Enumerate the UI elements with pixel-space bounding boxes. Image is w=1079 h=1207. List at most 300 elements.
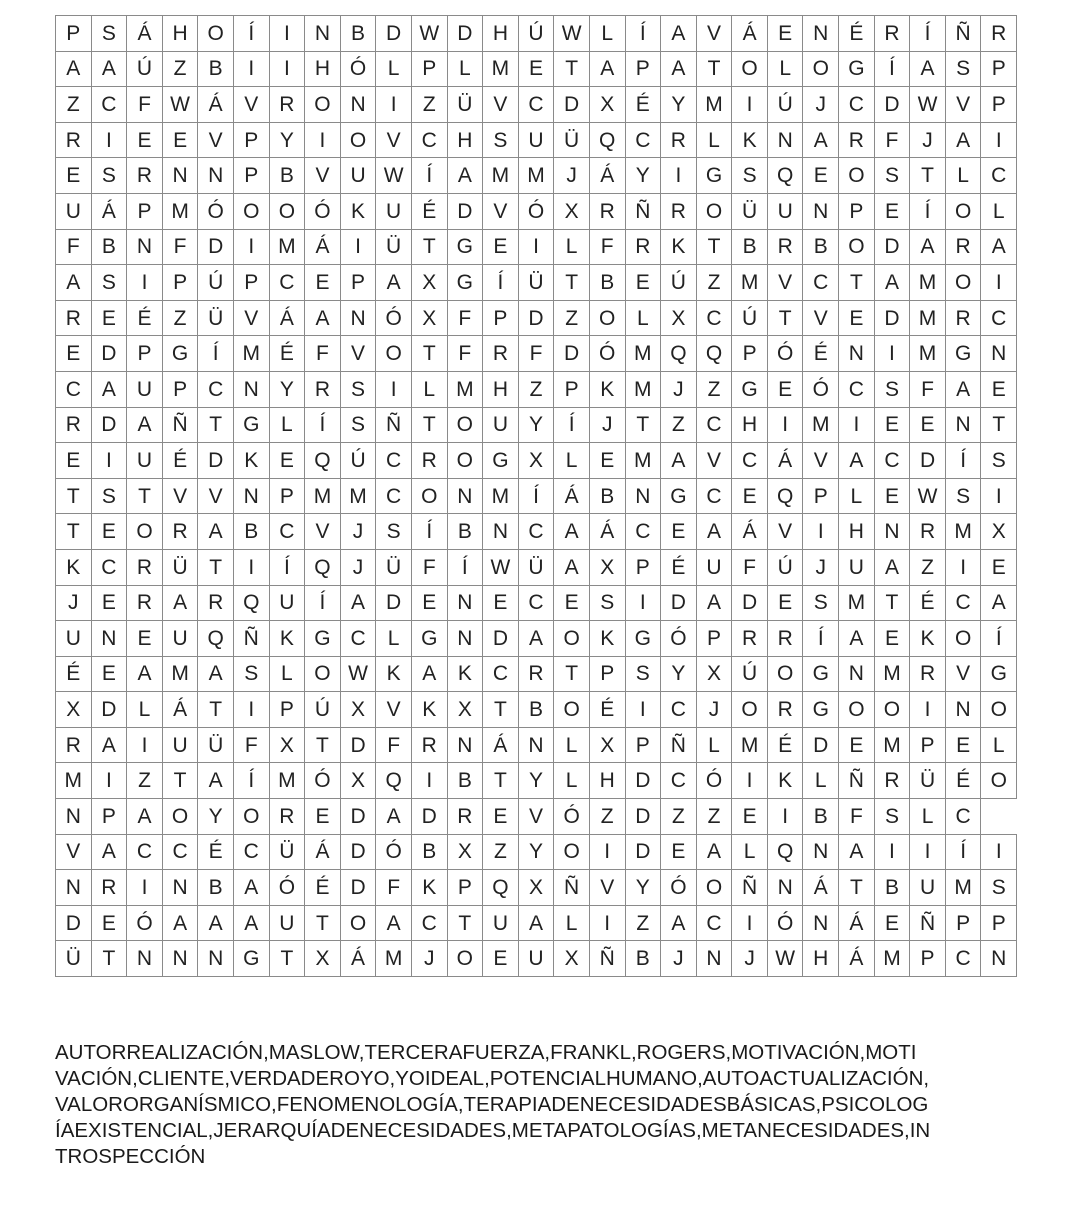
grid-cell[interactable]: P: [127, 336, 163, 372]
grid-cell[interactable]: D: [340, 834, 376, 870]
grid-cell[interactable]: L: [981, 193, 1017, 229]
grid-cell[interactable]: T: [625, 407, 661, 443]
grid-cell[interactable]: Á: [305, 229, 341, 265]
grid-cell[interactable]: O: [340, 905, 376, 941]
grid-cell[interactable]: G: [981, 656, 1017, 692]
grid-cell[interactable]: M: [910, 300, 946, 336]
grid-cell[interactable]: A: [56, 51, 92, 87]
grid-cell[interactable]: A: [696, 834, 732, 870]
grid-cell[interactable]: L: [803, 763, 839, 799]
grid-cell[interactable]: H: [162, 16, 198, 52]
grid-cell[interactable]: I: [589, 834, 625, 870]
grid-cell[interactable]: S: [91, 478, 127, 514]
grid-cell[interactable]: L: [696, 727, 732, 763]
grid-cell[interactable]: W: [767, 941, 803, 977]
grid-cell[interactable]: J: [589, 407, 625, 443]
grid-cell[interactable]: C: [803, 265, 839, 301]
grid-cell[interactable]: Q: [767, 478, 803, 514]
grid-cell[interactable]: Ó: [127, 905, 163, 941]
grid-cell[interactable]: Ñ: [589, 941, 625, 977]
grid-cell[interactable]: M: [305, 478, 341, 514]
grid-cell[interactable]: E: [162, 122, 198, 158]
grid-cell[interactable]: N: [91, 621, 127, 657]
grid-cell[interactable]: Ñ: [839, 763, 875, 799]
grid-cell[interactable]: É: [803, 336, 839, 372]
grid-cell[interactable]: O: [839, 692, 875, 728]
grid-cell[interactable]: V: [518, 799, 554, 835]
grid-cell[interactable]: E: [269, 443, 305, 479]
grid-cell[interactable]: T: [162, 763, 198, 799]
grid-cell[interactable]: H: [732, 407, 768, 443]
grid-cell[interactable]: T: [554, 656, 590, 692]
grid-cell[interactable]: A: [910, 51, 946, 87]
grid-cell[interactable]: D: [910, 443, 946, 479]
grid-cell[interactable]: A: [91, 371, 127, 407]
grid-cell[interactable]: J: [554, 158, 590, 194]
grid-cell[interactable]: I: [269, 51, 305, 87]
grid-cell[interactable]: O: [554, 621, 590, 657]
grid-cell[interactable]: W: [910, 478, 946, 514]
grid-cell[interactable]: R: [767, 621, 803, 657]
grid-cell[interactable]: N: [945, 692, 981, 728]
grid-cell[interactable]: I: [127, 265, 163, 301]
grid-cell[interactable]: Ü: [732, 193, 768, 229]
grid-cell[interactable]: L: [269, 407, 305, 443]
grid-cell[interactable]: M: [447, 371, 483, 407]
grid-cell[interactable]: T: [91, 941, 127, 977]
grid-cell[interactable]: L: [554, 727, 590, 763]
grid-cell[interactable]: B: [803, 229, 839, 265]
grid-cell[interactable]: C: [518, 514, 554, 550]
grid-cell[interactable]: E: [127, 621, 163, 657]
grid-cell[interactable]: O: [839, 229, 875, 265]
grid-cell[interactable]: N: [981, 941, 1017, 977]
grid-cell[interactable]: O: [376, 336, 412, 372]
grid-cell[interactable]: I: [376, 87, 412, 123]
grid-cell[interactable]: E: [91, 585, 127, 621]
grid-cell[interactable]: P: [233, 265, 269, 301]
grid-cell[interactable]: B: [411, 834, 447, 870]
grid-cell[interactable]: B: [340, 16, 376, 52]
grid-cell[interactable]: Q: [696, 336, 732, 372]
grid-cell[interactable]: D: [91, 336, 127, 372]
grid-cell[interactable]: R: [767, 229, 803, 265]
grid-cell[interactable]: D: [56, 905, 92, 941]
grid-cell[interactable]: I: [981, 834, 1017, 870]
grid-cell[interactable]: G: [233, 407, 269, 443]
grid-cell[interactable]: Ñ: [732, 870, 768, 906]
grid-cell[interactable]: O: [874, 692, 910, 728]
grid-cell[interactable]: C: [981, 158, 1017, 194]
grid-cell[interactable]: I: [589, 905, 625, 941]
grid-cell[interactable]: É: [411, 193, 447, 229]
grid-cell[interactable]: O: [340, 122, 376, 158]
grid-cell[interactable]: P: [269, 478, 305, 514]
grid-cell[interactable]: Q: [305, 549, 341, 585]
grid-cell[interactable]: O: [233, 799, 269, 835]
grid-cell[interactable]: É: [589, 692, 625, 728]
grid-cell[interactable]: U: [696, 549, 732, 585]
grid-cell[interactable]: Ó: [661, 870, 697, 906]
grid-cell[interactable]: A: [910, 229, 946, 265]
grid-cell[interactable]: N: [233, 371, 269, 407]
grid-cell[interactable]: Ú: [732, 656, 768, 692]
grid-cell[interactable]: J: [732, 941, 768, 977]
grid-cell[interactable]: P: [162, 265, 198, 301]
grid-cell[interactable]: J: [340, 549, 376, 585]
grid-cell[interactable]: I: [981, 265, 1017, 301]
grid-cell[interactable]: U: [518, 122, 554, 158]
grid-cell[interactable]: I: [127, 727, 163, 763]
grid-cell[interactable]: J: [56, 585, 92, 621]
grid-cell[interactable]: M: [910, 265, 946, 301]
grid-cell[interactable]: N: [162, 941, 198, 977]
grid-cell[interactable]: A: [233, 905, 269, 941]
grid-cell[interactable]: X: [56, 692, 92, 728]
grid-cell[interactable]: C: [269, 514, 305, 550]
grid-cell[interactable]: N: [447, 585, 483, 621]
grid-cell[interactable]: X: [981, 514, 1017, 550]
grid-cell[interactable]: P: [269, 692, 305, 728]
grid-cell[interactable]: G: [625, 621, 661, 657]
grid-cell[interactable]: U: [518, 941, 554, 977]
grid-cell[interactable]: T: [269, 941, 305, 977]
grid-cell[interactable]: M: [874, 727, 910, 763]
grid-cell[interactable]: I: [732, 763, 768, 799]
grid-cell[interactable]: A: [554, 514, 590, 550]
grid-cell[interactable]: C: [661, 763, 697, 799]
grid-cell[interactable]: N: [447, 621, 483, 657]
grid-cell[interactable]: Ñ: [376, 407, 412, 443]
grid-cell[interactable]: Z: [910, 549, 946, 585]
grid-cell[interactable]: E: [732, 799, 768, 835]
grid-cell[interactable]: X: [340, 763, 376, 799]
grid-cell[interactable]: I: [625, 585, 661, 621]
grid-cell[interactable]: R: [198, 585, 234, 621]
grid-cell[interactable]: T: [198, 692, 234, 728]
grid-cell[interactable]: Í: [625, 16, 661, 52]
grid-cell[interactable]: C: [91, 549, 127, 585]
grid-cell[interactable]: U: [127, 443, 163, 479]
grid-cell[interactable]: P: [625, 51, 661, 87]
grid-cell[interactable]: P: [91, 799, 127, 835]
grid-cell[interactable]: M: [269, 229, 305, 265]
grid-cell[interactable]: S: [874, 371, 910, 407]
grid-cell[interactable]: L: [554, 443, 590, 479]
grid-cell[interactable]: X: [696, 656, 732, 692]
grid-cell[interactable]: A: [340, 585, 376, 621]
grid-cell[interactable]: R: [411, 443, 447, 479]
grid-cell[interactable]: M: [162, 656, 198, 692]
grid-cell[interactable]: C: [839, 87, 875, 123]
grid-cell[interactable]: J: [340, 514, 376, 550]
grid-cell[interactable]: S: [340, 407, 376, 443]
grid-cell[interactable]: A: [661, 16, 697, 52]
grid-cell[interactable]: R: [589, 193, 625, 229]
grid-cell[interactable]: K: [589, 371, 625, 407]
grid-cell[interactable]: O: [981, 763, 1017, 799]
grid-cell[interactable]: Á: [162, 692, 198, 728]
grid-cell[interactable]: V: [233, 300, 269, 336]
grid-cell[interactable]: I: [661, 158, 697, 194]
grid-cell[interactable]: I: [376, 371, 412, 407]
grid-cell[interactable]: P: [910, 941, 946, 977]
grid-cell[interactable]: M: [518, 158, 554, 194]
grid-cell[interactable]: F: [589, 229, 625, 265]
grid-cell[interactable]: Í: [554, 407, 590, 443]
grid-cell[interactable]: L: [767, 51, 803, 87]
grid-cell[interactable]: H: [483, 16, 519, 52]
grid-cell[interactable]: O: [269, 193, 305, 229]
grid-cell[interactable]: R: [305, 371, 341, 407]
grid-cell[interactable]: N: [803, 16, 839, 52]
grid-cell[interactable]: R: [56, 407, 92, 443]
grid-cell[interactable]: I: [340, 229, 376, 265]
grid-cell[interactable]: G: [803, 692, 839, 728]
grid-cell[interactable]: E: [839, 727, 875, 763]
grid-cell[interactable]: P: [589, 656, 625, 692]
grid-cell[interactable]: O: [305, 656, 341, 692]
grid-cell[interactable]: Ü: [198, 300, 234, 336]
grid-cell[interactable]: V: [945, 656, 981, 692]
grid-cell[interactable]: A: [233, 870, 269, 906]
grid-cell[interactable]: V: [589, 870, 625, 906]
grid-cell[interactable]: V: [803, 443, 839, 479]
grid-cell[interactable]: N: [162, 870, 198, 906]
grid-cell[interactable]: I: [767, 799, 803, 835]
grid-cell[interactable]: E: [127, 122, 163, 158]
grid-cell[interactable]: Ó: [269, 870, 305, 906]
grid-cell[interactable]: O: [127, 514, 163, 550]
grid-cell[interactable]: K: [661, 229, 697, 265]
grid-cell[interactable]: L: [839, 478, 875, 514]
grid-cell[interactable]: O: [305, 87, 341, 123]
grid-cell[interactable]: P: [803, 478, 839, 514]
grid-cell[interactable]: R: [910, 656, 946, 692]
grid-cell[interactable]: K: [411, 870, 447, 906]
grid-cell[interactable]: É: [162, 443, 198, 479]
grid-cell[interactable]: E: [981, 371, 1017, 407]
grid-cell[interactable]: C: [661, 692, 697, 728]
grid-cell[interactable]: É: [625, 87, 661, 123]
grid-cell[interactable]: L: [625, 300, 661, 336]
grid-cell[interactable]: B: [874, 870, 910, 906]
grid-cell[interactable]: J: [411, 941, 447, 977]
grid-cell[interactable]: I: [91, 122, 127, 158]
grid-cell[interactable]: A: [661, 443, 697, 479]
grid-cell[interactable]: L: [376, 621, 412, 657]
grid-cell[interactable]: E: [483, 585, 519, 621]
grid-cell[interactable]: R: [56, 727, 92, 763]
grid-cell[interactable]: N: [839, 336, 875, 372]
grid-cell[interactable]: O: [767, 656, 803, 692]
grid-cell[interactable]: I: [233, 549, 269, 585]
grid-cell[interactable]: E: [661, 834, 697, 870]
grid-cell[interactable]: E: [56, 336, 92, 372]
grid-cell[interactable]: T: [839, 870, 875, 906]
grid-cell[interactable]: Y: [518, 834, 554, 870]
grid-cell[interactable]: G: [945, 336, 981, 372]
grid-cell[interactable]: X: [589, 727, 625, 763]
grid-cell[interactable]: F: [233, 727, 269, 763]
grid-cell[interactable]: M: [803, 407, 839, 443]
grid-cell[interactable]: Y: [269, 371, 305, 407]
grid-cell[interactable]: Á: [198, 87, 234, 123]
grid-cell[interactable]: U: [162, 727, 198, 763]
grid-cell[interactable]: A: [198, 763, 234, 799]
grid-cell[interactable]: X: [554, 193, 590, 229]
grid-cell[interactable]: W: [411, 16, 447, 52]
grid-cell[interactable]: Ü: [518, 549, 554, 585]
grid-cell[interactable]: A: [874, 265, 910, 301]
grid-cell[interactable]: W: [340, 656, 376, 692]
grid-cell[interactable]: G: [447, 265, 483, 301]
grid-cell[interactable]: É: [198, 834, 234, 870]
grid-cell[interactable]: É: [269, 336, 305, 372]
grid-cell[interactable]: B: [269, 158, 305, 194]
grid-cell[interactable]: P: [554, 371, 590, 407]
grid-cell[interactable]: P: [411, 51, 447, 87]
grid-cell[interactable]: N: [198, 941, 234, 977]
grid-cell[interactable]: V: [233, 87, 269, 123]
grid-cell[interactable]: S: [91, 265, 127, 301]
grid-cell[interactable]: Y: [625, 158, 661, 194]
grid-cell[interactable]: I: [767, 407, 803, 443]
grid-cell[interactable]: D: [376, 585, 412, 621]
grid-cell[interactable]: P: [56, 16, 92, 52]
grid-cell[interactable]: O: [447, 941, 483, 977]
grid-cell[interactable]: N: [447, 478, 483, 514]
grid-cell[interactable]: I: [732, 87, 768, 123]
grid-cell[interactable]: É: [127, 300, 163, 336]
grid-cell[interactable]: E: [91, 656, 127, 692]
grid-cell[interactable]: Í: [981, 621, 1017, 657]
grid-cell[interactable]: C: [945, 799, 981, 835]
grid-cell[interactable]: Ó: [376, 834, 412, 870]
grid-cell[interactable]: V: [340, 336, 376, 372]
grid-cell[interactable]: Í: [945, 443, 981, 479]
grid-cell[interactable]: A: [198, 656, 234, 692]
grid-cell[interactable]: R: [874, 763, 910, 799]
grid-cell[interactable]: O: [411, 478, 447, 514]
grid-cell[interactable]: E: [767, 585, 803, 621]
grid-cell[interactable]: O: [162, 799, 198, 835]
grid-cell[interactable]: G: [696, 158, 732, 194]
grid-cell[interactable]: C: [483, 656, 519, 692]
grid-cell[interactable]: K: [411, 692, 447, 728]
grid-cell[interactable]: D: [625, 834, 661, 870]
grid-cell[interactable]: B: [447, 514, 483, 550]
grid-cell[interactable]: T: [696, 51, 732, 87]
grid-cell[interactable]: É: [305, 870, 341, 906]
grid-cell[interactable]: N: [767, 870, 803, 906]
grid-cell[interactable]: B: [91, 229, 127, 265]
grid-cell[interactable]: Í: [305, 585, 341, 621]
grid-cell[interactable]: Ü: [269, 834, 305, 870]
grid-cell[interactable]: C: [127, 834, 163, 870]
grid-cell[interactable]: Í: [447, 549, 483, 585]
grid-cell[interactable]: H: [803, 941, 839, 977]
grid-cell[interactable]: R: [91, 870, 127, 906]
grid-cell[interactable]: J: [910, 122, 946, 158]
grid-cell[interactable]: Ñ: [625, 193, 661, 229]
grid-cell[interactable]: I: [981, 478, 1017, 514]
grid-cell[interactable]: H: [839, 514, 875, 550]
grid-cell[interactable]: Ñ: [910, 905, 946, 941]
grid-cell[interactable]: F: [127, 87, 163, 123]
grid-cell[interactable]: I: [732, 905, 768, 941]
grid-cell[interactable]: R: [127, 549, 163, 585]
grid-cell[interactable]: D: [411, 799, 447, 835]
grid-cell[interactable]: G: [411, 621, 447, 657]
grid-cell[interactable]: Z: [696, 371, 732, 407]
grid-cell[interactable]: Ú: [732, 300, 768, 336]
grid-cell[interactable]: Ó: [518, 193, 554, 229]
grid-cell[interactable]: C: [625, 122, 661, 158]
grid-cell[interactable]: Ü: [198, 727, 234, 763]
grid-cell[interactable]: E: [625, 265, 661, 301]
grid-cell[interactable]: E: [411, 585, 447, 621]
grid-cell[interactable]: R: [518, 656, 554, 692]
grid-cell[interactable]: V: [483, 87, 519, 123]
grid-cell[interactable]: É: [839, 16, 875, 52]
grid-cell[interactable]: X: [340, 692, 376, 728]
grid-cell[interactable]: G: [305, 621, 341, 657]
grid-cell[interactable]: U: [56, 621, 92, 657]
grid-cell[interactable]: E: [839, 300, 875, 336]
grid-cell[interactable]: Z: [162, 51, 198, 87]
grid-cell[interactable]: K: [910, 621, 946, 657]
grid-cell[interactable]: T: [874, 585, 910, 621]
grid-cell[interactable]: Z: [518, 371, 554, 407]
grid-cell[interactable]: R: [483, 336, 519, 372]
grid-cell[interactable]: X: [661, 300, 697, 336]
grid-cell[interactable]: T: [839, 265, 875, 301]
grid-cell[interactable]: Ó: [305, 763, 341, 799]
grid-cell[interactable]: Ü: [376, 549, 412, 585]
grid-cell[interactable]: N: [483, 514, 519, 550]
grid-cell[interactable]: A: [162, 585, 198, 621]
grid-cell[interactable]: P: [839, 193, 875, 229]
grid-cell[interactable]: D: [518, 300, 554, 336]
grid-cell[interactable]: G: [447, 229, 483, 265]
grid-cell[interactable]: G: [803, 656, 839, 692]
grid-cell[interactable]: O: [803, 51, 839, 87]
grid-cell[interactable]: C: [625, 514, 661, 550]
grid-cell[interactable]: Q: [483, 870, 519, 906]
grid-cell[interactable]: E: [981, 549, 1017, 585]
grid-cell[interactable]: D: [732, 585, 768, 621]
grid-cell[interactable]: E: [305, 265, 341, 301]
grid-cell[interactable]: K: [233, 443, 269, 479]
grid-cell[interactable]: C: [696, 478, 732, 514]
grid-cell[interactable]: E: [945, 727, 981, 763]
grid-cell[interactable]: Z: [625, 905, 661, 941]
grid-cell[interactable]: A: [56, 265, 92, 301]
grid-cell[interactable]: A: [376, 265, 412, 301]
grid-cell[interactable]: P: [340, 265, 376, 301]
grid-cell[interactable]: Ñ: [661, 727, 697, 763]
grid-cell[interactable]: V: [305, 514, 341, 550]
grid-cell[interactable]: T: [981, 407, 1017, 443]
grid-cell[interactable]: A: [127, 656, 163, 692]
grid-cell[interactable]: Z: [411, 87, 447, 123]
grid-cell[interactable]: L: [447, 51, 483, 87]
grid-cell[interactable]: Z: [696, 799, 732, 835]
grid-cell[interactable]: O: [732, 51, 768, 87]
grid-cell[interactable]: M: [910, 336, 946, 372]
grid-cell[interactable]: F: [732, 549, 768, 585]
